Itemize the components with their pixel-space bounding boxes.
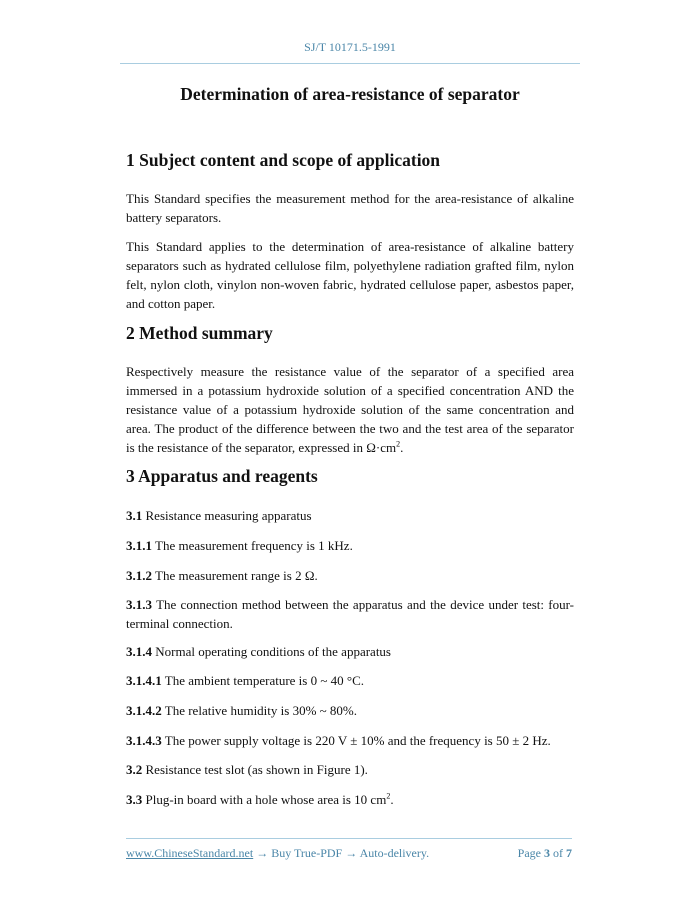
- clause-3-1: 3.1 Resistance measuring apparatus: [126, 508, 312, 523]
- footer-promo-text: → Buy True-PDF → Auto-delivery.: [253, 846, 430, 860]
- standard-code-header: SJ/T 10171.5-1991: [304, 40, 396, 54]
- section-3-heading: 3 Apparatus and reagents: [126, 466, 318, 486]
- clause-3-1-4-1: 3.1.4.1 The ambient temperature is 0 ~ 40 °C.: [126, 673, 364, 688]
- section-1-paragraph-1: This Standard specifies the measurement method for the area-resistance of alkaline battery separators.: [126, 191, 574, 225]
- section-1-heading: 1 Subject content and scope of application: [126, 150, 441, 170]
- section-2-paragraph: Respectively measure the resistance value of the separator of a specified area immersed in a potassium hydroxide solution of a specified concentration AND the resistance value of a potassium hydroxide solution of the same concentration and area. The product of the difference between the two and the test area of the separator is the resistance of the separator, expressed in $\Omega\cdot cm^2$.: [126, 364, 574, 455]
- clause-3-1-4: 3.1.4 Normal operating conditions of the apparatus: [126, 644, 391, 659]
- section-1-paragraph-2: This Standard applies to the determination of area-resistance of alkaline battery separators such as hydrated cellulose film, polyethylene radiation grafted film, nylon felt, nylon cloth, vinylon non-woven fabric, hydrated cellulose paper, asbestos paper, and cotton paper.: [126, 239, 574, 311]
- current-page: 3: [544, 846, 550, 860]
- clause-3-1-1: 3.1.1 The measurement frequency is 1 kHz.: [126, 538, 353, 553]
- section-2-body: [126, 362, 574, 457]
- clause-3-2: 3.2 Resistance test slot (as shown in Figure 1).: [126, 762, 368, 777]
- section-1-body: [126, 189, 574, 313]
- footer-promo: [126, 846, 429, 861]
- clause-3-1-4-2: 3.1.4.2 The relative humidity is 30% ~ 80%.: [126, 703, 358, 718]
- clause-3-1-3: 3.1.3 The connection method between the apparatus and the device under test: four-terminal connection.: [126, 597, 575, 631]
- clause-3-3: 3.3 Plug-in board with a hole whose area is 10 $cm^2$.: [126, 791, 394, 807]
- clause-3-1-2: 3.1.2 The measurement range is 2 Ω.: [126, 568, 318, 583]
- chinesestandard-link[interactable]: www.ChineseStandard.net: [126, 846, 254, 860]
- total-pages: 7: [566, 846, 572, 860]
- header-divider: [120, 63, 580, 64]
- page-indicator: Page 3 of 7: [517, 846, 572, 860]
- clause-3-1-4-3: 3.1.4.3 The power supply voltage is 220 V ± 10% and the frequency is 50 ± 2 Hz.: [126, 733, 551, 748]
- footer-divider: [126, 838, 572, 839]
- section-2-heading: 2 Method summary: [126, 323, 273, 343]
- document-title: Determination of area-resistance of separator: [180, 84, 520, 104]
